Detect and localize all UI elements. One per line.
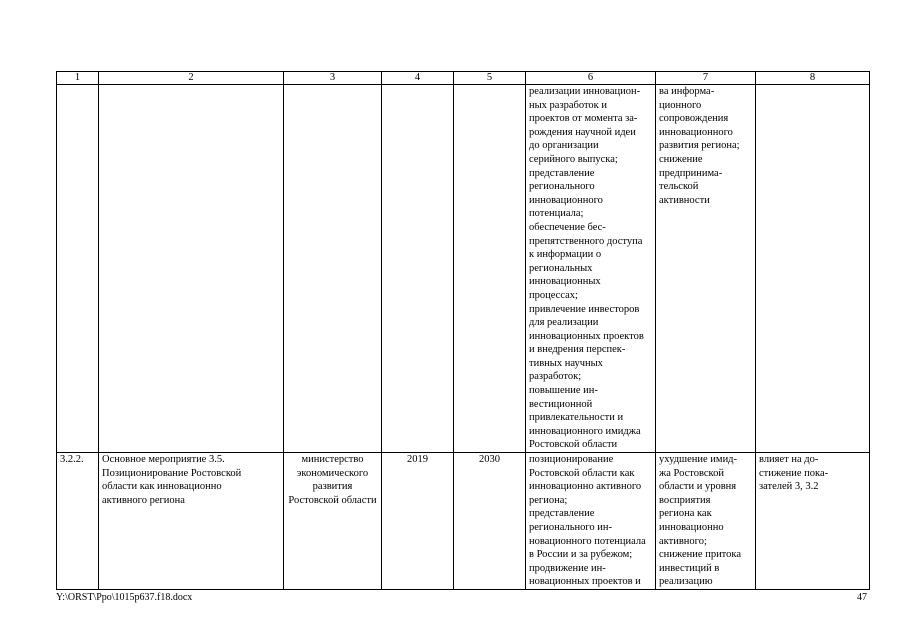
text-line: восприятия <box>659 494 711 506</box>
text-line: препятственного доступа <box>529 235 643 247</box>
text-line: процессах; <box>529 289 578 301</box>
text-line: области и уровня <box>659 481 737 493</box>
column-number: 4 <box>382 72 454 85</box>
text-line: потенциала; <box>529 208 584 220</box>
text-line: Основное мероприятие 3.5. <box>102 454 225 466</box>
column-number: 8 <box>756 72 870 85</box>
text-line: региона; <box>529 494 568 506</box>
text-line: инновационного <box>659 126 733 138</box>
text-line: продвижение ин- <box>529 562 606 574</box>
text-line: представление <box>529 508 595 520</box>
text-line: региона как <box>659 508 712 520</box>
text-line: ционного <box>659 99 702 111</box>
cell-consequences <box>656 85 756 453</box>
measures-table <box>56 71 870 590</box>
text-line: области как инновационно <box>102 481 222 493</box>
cell-empty <box>756 85 870 453</box>
text-line: сопровождения <box>659 113 729 125</box>
text-line: влияет на до- <box>759 454 819 466</box>
text-line: инновационного имиджа <box>529 425 641 437</box>
text-line: Ростовской области <box>288 494 377 506</box>
text-line: экономического <box>296 467 369 479</box>
column-number-row <box>57 72 870 85</box>
text-line: разработок; <box>529 371 582 383</box>
text-line: и внедрения перспек- <box>529 344 626 356</box>
text-line: новационного потенциала <box>529 535 646 547</box>
text-line: снижение притока <box>659 549 741 561</box>
text-line: Ростовской области как <box>529 467 635 479</box>
text-line: реализации инновацион- <box>529 86 641 97</box>
text-line: серийного выпуска; <box>529 153 618 165</box>
text-line: Позиционирование Ростовской <box>102 467 242 479</box>
column-number: 6 <box>526 72 656 85</box>
text-line: Ростовской области <box>529 439 618 451</box>
text-line: активного региона <box>102 494 185 506</box>
cell-expected-result <box>526 85 656 453</box>
text-line: позиционирование <box>529 454 614 466</box>
column-number: 7 <box>656 72 756 85</box>
text-line: представление <box>529 167 595 179</box>
text-line: инвестиций в <box>659 562 720 574</box>
text-line: развития региона; <box>659 140 740 152</box>
text-line: тельской <box>659 181 699 193</box>
cell-item-number: 3.2.2. <box>57 453 99 590</box>
cell-empty <box>99 85 284 453</box>
cell-empty <box>284 85 382 453</box>
cell-expected-result <box>526 453 656 590</box>
text-line: рождения научной идеи <box>529 126 636 138</box>
text-line: инновационно <box>659 522 724 533</box>
column-number: 2 <box>99 72 284 85</box>
text-line: жа Ростовской <box>659 467 724 479</box>
text-line: вестиционной <box>529 398 593 410</box>
text-line: предпринима- <box>659 167 723 179</box>
column-number: 1 <box>57 72 99 85</box>
text-line: ных разработок и <box>529 99 608 111</box>
text-line: региональных <box>529 262 593 274</box>
text-line: снижение <box>659 153 703 165</box>
text-line: ва информа- <box>659 86 715 97</box>
cell-executor <box>284 453 382 590</box>
cell-empty <box>57 85 99 453</box>
cell-empty <box>382 85 454 453</box>
text-line: регионального ин- <box>529 522 613 533</box>
text-line: в России и за рубежом; <box>529 549 633 561</box>
text-line: активности <box>659 194 710 206</box>
text-line: до организации <box>529 140 599 152</box>
column-number: 3 <box>284 72 382 85</box>
continuation-row <box>57 85 870 453</box>
text-line: министерство <box>301 454 364 466</box>
text-line: проектов от момента за- <box>529 113 638 125</box>
cell-measure-name <box>99 453 284 590</box>
table-row <box>57 453 870 590</box>
text-line: регионального <box>529 181 595 193</box>
text-line: привлечение инвесторов <box>529 303 640 315</box>
cell-start-year: 2019 <box>382 453 454 590</box>
text-line: инновационного <box>529 194 603 206</box>
text-line: привлекательности и <box>529 412 624 424</box>
text-line: ухудшение имид- <box>659 454 738 466</box>
text-line: инновационно активного <box>529 481 642 493</box>
text-line: зателей 3, 3.2 <box>759 481 819 493</box>
cell-end-year: 2030 <box>454 453 526 590</box>
text-line: инновационных проектов <box>529 330 644 342</box>
page-number: 47 <box>857 592 867 603</box>
footer-file-path: Y:\ORST\Ppo\1015p637.f18.docx <box>56 592 193 603</box>
text-line: для реализации <box>529 317 599 329</box>
cell-empty <box>454 85 526 453</box>
text-line: обеспечение бес- <box>529 221 606 233</box>
text-line: повышение ин- <box>529 385 598 397</box>
column-number: 5 <box>454 72 526 85</box>
text-line: реализацию <box>659 576 713 588</box>
text-line: новационных проектов и <box>529 576 641 588</box>
text-line: инновационных <box>529 276 601 288</box>
text-line: к информации о <box>529 249 602 261</box>
text-line: активного; <box>659 535 707 547</box>
text-line: стижение пока- <box>759 467 829 479</box>
text-line: тивных научных <box>529 357 603 369</box>
cell-indicator-impact <box>756 453 870 590</box>
text-line: развития <box>312 481 353 493</box>
cell-consequences <box>656 453 756 590</box>
